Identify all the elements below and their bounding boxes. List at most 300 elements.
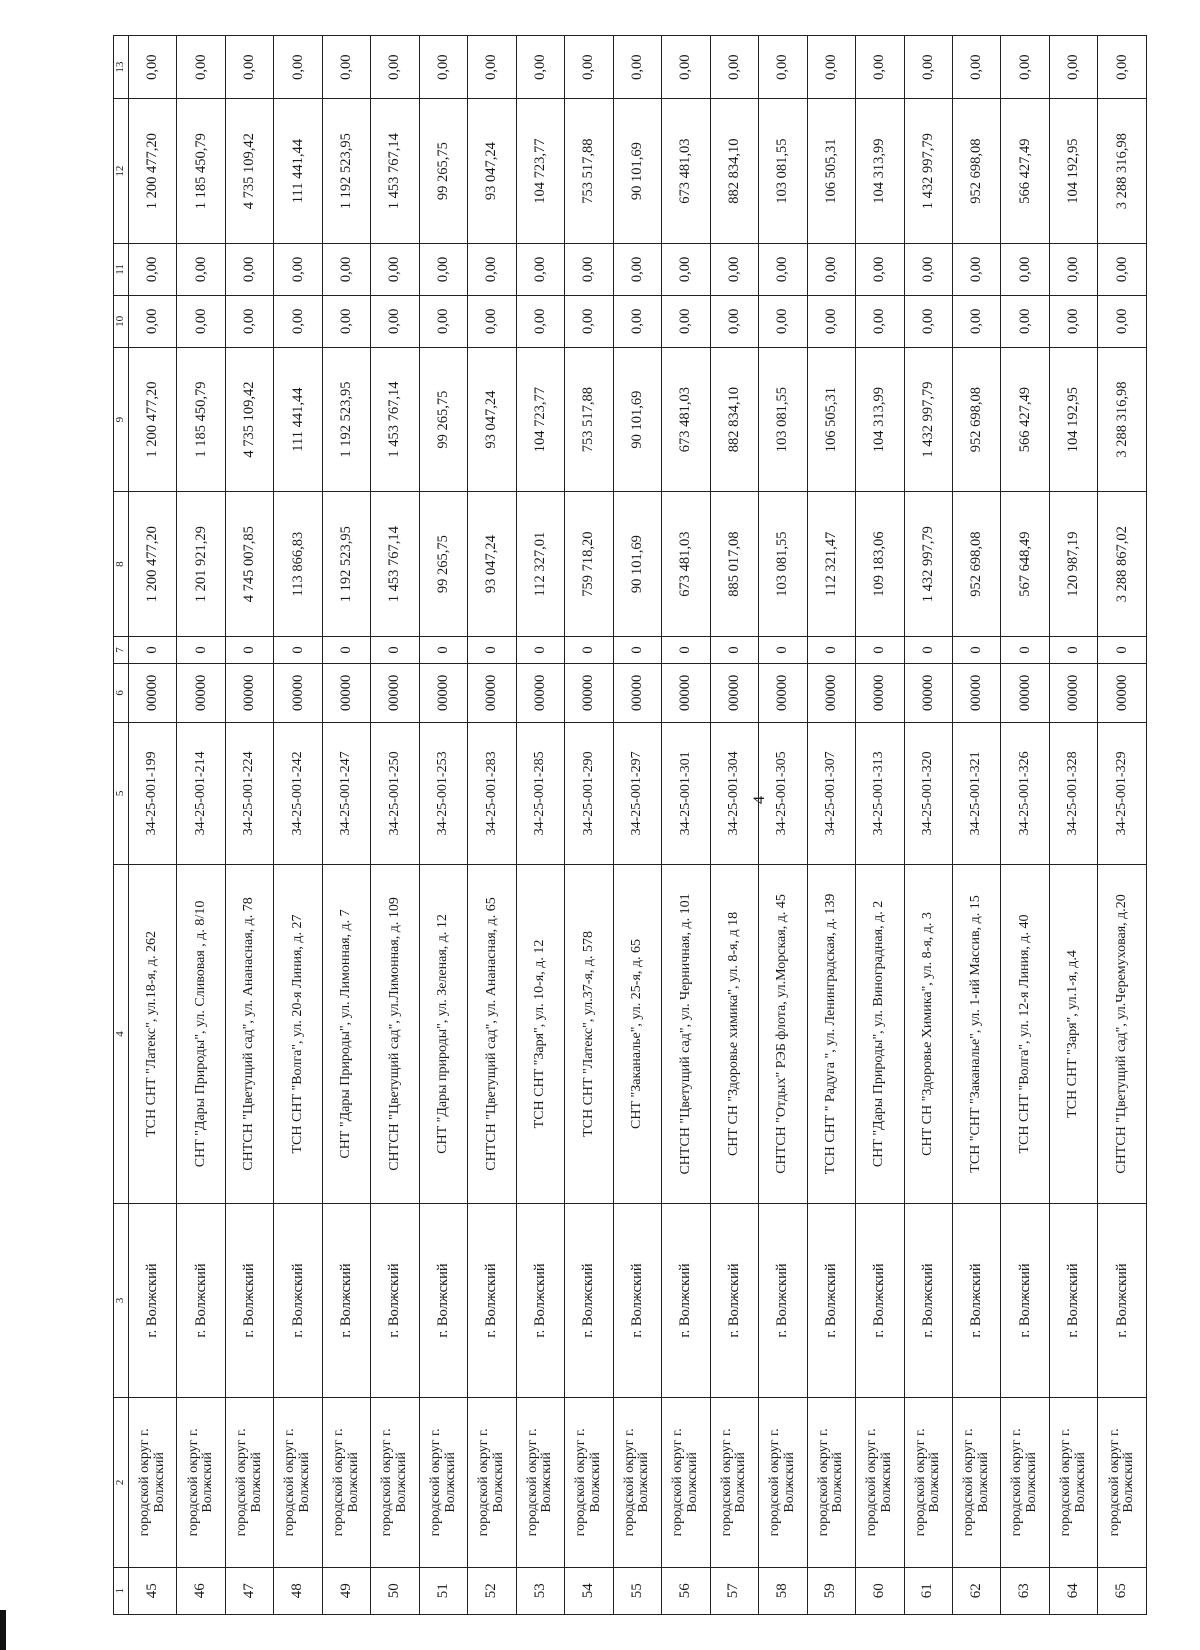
row-number: 58: [759, 1567, 807, 1614]
col10-cell: 0,00: [1049, 295, 1097, 347]
column-number-8: 8: [114, 492, 129, 637]
col8-cell: 1 432 997,79: [904, 492, 952, 637]
col12-cell: 106 505,31: [807, 99, 855, 244]
col13-cell: 0,00: [468, 36, 516, 99]
code-cell: 34-25-001-247: [322, 722, 370, 864]
locality-cell: г. Волжский: [662, 1203, 710, 1397]
locality-cell: г. Волжский: [904, 1203, 952, 1397]
col11-cell: 0,00: [468, 243, 516, 295]
col12-cell: 103 081,55: [759, 99, 807, 244]
col9-cell: 1 200 477,20: [129, 347, 177, 492]
code-cell: 34-25-001-290: [565, 722, 613, 864]
col11-cell: 0,00: [129, 243, 177, 295]
col12-cell: 104 192,95: [1049, 99, 1097, 244]
col9-cell: 104 723,77: [516, 347, 564, 492]
rotated-table-container: [113, 35, 1147, 1615]
municipality-cell: городской округ г. Волжский: [274, 1398, 322, 1567]
col10-cell: 0,00: [419, 295, 467, 347]
col7-cell: 0: [274, 636, 322, 663]
col10-cell: 0,00: [759, 295, 807, 347]
col7-cell: 0: [129, 636, 177, 663]
col9-cell: 566 427,49: [1001, 347, 1049, 492]
col13-cell: 0,00: [807, 36, 855, 99]
col7-cell: 0: [613, 636, 661, 663]
address-cell: СНТ "Дары Природы", ул. Сливовая , д. 8/10: [177, 865, 225, 1204]
municipality-cell: городской округ г. Волжский: [129, 1398, 177, 1567]
col9-cell: 4 735 109,42: [225, 347, 273, 492]
locality-cell: г. Волжский: [613, 1203, 661, 1397]
column-number-2: 2: [114, 1398, 129, 1567]
col6-cell: 00000: [613, 664, 661, 723]
municipality-cell: городской округ г. Волжский: [468, 1398, 516, 1567]
col8-cell: 1 200 477,20: [129, 492, 177, 637]
locality-cell: г. Волжский: [177, 1203, 225, 1397]
col12-cell: 104 313,99: [856, 99, 904, 244]
code-cell: 34-25-001-329: [1098, 722, 1147, 864]
col7-cell: 0: [516, 636, 564, 663]
col9-cell: 673 481,03: [662, 347, 710, 492]
col10-cell: 0,00: [1001, 295, 1049, 347]
municipality-cell: городской округ г. Волжский: [759, 1398, 807, 1567]
col7-cell: 0: [1001, 636, 1049, 663]
col7-cell: 0: [662, 636, 710, 663]
column-number-4: 4: [114, 865, 129, 1204]
code-cell: 34-25-001-224: [225, 722, 273, 864]
col6-cell: 00000: [1049, 664, 1097, 723]
col8-cell: 90 101,69: [613, 492, 661, 637]
col8-cell: 120 987,19: [1049, 492, 1097, 637]
column-number-3: 3: [114, 1203, 129, 1397]
col9-cell: 1 185 450,79: [177, 347, 225, 492]
locality-cell: г. Волжский: [565, 1203, 613, 1397]
col10-cell: 0,00: [662, 295, 710, 347]
col6-cell: 00000: [129, 664, 177, 723]
row-number: 56: [662, 1567, 710, 1614]
col8-cell: 113 866,83: [274, 492, 322, 637]
municipality-cell: городской округ г. Волжский: [807, 1398, 855, 1567]
col8-cell: 567 648,49: [1001, 492, 1049, 637]
row-number: 57: [710, 1567, 758, 1614]
table-row: [904, 36, 952, 1615]
col8-cell: 112 321,47: [807, 492, 855, 637]
col11-cell: 0,00: [322, 243, 370, 295]
table-row: [662, 36, 710, 1615]
municipality-cell: городской округ г. Волжский: [565, 1398, 613, 1567]
col12-cell: 1 432 997,79: [904, 99, 952, 244]
municipality-cell: городской округ г. Волжский: [225, 1398, 273, 1567]
row-number: 50: [371, 1567, 419, 1614]
col7-cell: 0: [904, 636, 952, 663]
col6-cell: 00000: [516, 664, 564, 723]
col10-cell: 0,00: [516, 295, 564, 347]
municipality-cell: городской округ г. Волжский: [177, 1398, 225, 1567]
table-row: [952, 36, 1000, 1615]
col10-cell: 0,00: [904, 295, 952, 347]
municipality-cell: городской округ г. Волжский: [856, 1398, 904, 1567]
code-cell: 34-25-001-320: [904, 722, 952, 864]
col10-cell: 0,00: [952, 295, 1000, 347]
municipality-cell: городской округ г. Волжский: [1001, 1398, 1049, 1567]
col11-cell: 0,00: [856, 243, 904, 295]
col8-cell: 93 047,24: [468, 492, 516, 637]
col6-cell: 00000: [1098, 664, 1147, 723]
col13-cell: 0,00: [565, 36, 613, 99]
address-cell: ТСН СНТ "Латекс", ул.37-я, д. 578: [565, 865, 613, 1204]
table-row: [468, 36, 516, 1615]
col12-cell: 93 047,24: [468, 99, 516, 244]
col9-cell: 103 081,55: [759, 347, 807, 492]
code-cell: 34-25-001-242: [274, 722, 322, 864]
table-row: [371, 36, 419, 1615]
col10-cell: 0,00: [565, 295, 613, 347]
col11-cell: 0,00: [1001, 243, 1049, 295]
col7-cell: 0: [952, 636, 1000, 663]
column-number-10: 10: [114, 295, 129, 347]
col11-cell: 0,00: [710, 243, 758, 295]
col11-cell: 0,00: [952, 243, 1000, 295]
col7-cell: 0: [371, 636, 419, 663]
row-number: 52: [468, 1567, 516, 1614]
col13-cell: 0,00: [662, 36, 710, 99]
col7-cell: 0: [177, 636, 225, 663]
code-cell: 34-25-001-250: [371, 722, 419, 864]
col6-cell: 00000: [225, 664, 273, 723]
col6-cell: 00000: [952, 664, 1000, 723]
col6-cell: 00000: [565, 664, 613, 723]
col7-cell: 0: [419, 636, 467, 663]
column-number-11: 11: [114, 243, 129, 295]
code-cell: 34-25-001-253: [419, 722, 467, 864]
address-cell: СНТ СН "Здоровье химика", ул. 8-я, д 18: [710, 865, 758, 1204]
locality-cell: г. Волжский: [274, 1203, 322, 1397]
locality-cell: г. Волжский: [1049, 1203, 1097, 1397]
col10-cell: 0,00: [613, 295, 661, 347]
col9-cell: 104 313,99: [856, 347, 904, 492]
table-row: [613, 36, 661, 1615]
address-cell: ТСН "СНТ "Заканалье", ул. 1-ий Массив, д. 15: [952, 865, 1000, 1204]
table-row: [565, 36, 613, 1615]
col12-cell: 1 192 523,95: [322, 99, 370, 244]
col8-cell: 1 201 921,29: [177, 492, 225, 637]
col13-cell: 0,00: [904, 36, 952, 99]
col7-cell: 0: [1098, 636, 1147, 663]
table-row: [516, 36, 564, 1615]
col10-cell: 0,00: [177, 295, 225, 347]
address-cell: СНТ "Дары Природы", ул. Лимонная, д. 7: [322, 865, 370, 1204]
col9-cell: 882 834,10: [710, 347, 758, 492]
col11-cell: 0,00: [807, 243, 855, 295]
row-number: 62: [952, 1567, 1000, 1614]
col8-cell: 4 745 007,85: [225, 492, 273, 637]
col13-cell: 0,00: [516, 36, 564, 99]
col12-cell: 1 453 767,14: [371, 99, 419, 244]
row-number: 54: [565, 1567, 613, 1614]
code-cell: 34-25-001-297: [613, 722, 661, 864]
col10-cell: 0,00: [322, 295, 370, 347]
col6-cell: 00000: [856, 664, 904, 723]
table-row: [1098, 36, 1147, 1615]
col13-cell: 0,00: [710, 36, 758, 99]
scan-edge-mark: [0, 1610, 6, 1650]
column-number-13: 13: [114, 36, 129, 99]
col8-cell: 759 718,20: [565, 492, 613, 637]
col11-cell: 0,00: [371, 243, 419, 295]
col7-cell: 0: [759, 636, 807, 663]
col10-cell: 0,00: [710, 295, 758, 347]
col13-cell: 0,00: [274, 36, 322, 99]
row-number: 45: [129, 1567, 177, 1614]
col10-cell: 0,00: [274, 295, 322, 347]
col8-cell: 99 265,75: [419, 492, 467, 637]
code-cell: 34-25-001-326: [1001, 722, 1049, 864]
col12-cell: 90 101,69: [613, 99, 661, 244]
col6-cell: 00000: [807, 664, 855, 723]
municipality-cell: городской округ г. Волжский: [1049, 1398, 1097, 1567]
locality-cell: г. Волжский: [856, 1203, 904, 1397]
municipality-cell: городской округ г. Волжский: [613, 1398, 661, 1567]
row-number: 46: [177, 1567, 225, 1614]
row-number: 51: [419, 1567, 467, 1614]
col12-cell: 99 265,75: [419, 99, 467, 244]
table-row: [1049, 36, 1097, 1615]
address-cell: СНТ "Заканалье", ул. 25-я, д. 65: [613, 865, 661, 1204]
address-cell: ТСН СНТ "Заря", ул.1-я, д.4: [1049, 865, 1097, 1204]
col6-cell: 00000: [274, 664, 322, 723]
col6-cell: 00000: [1001, 664, 1049, 723]
row-number: 59: [807, 1567, 855, 1614]
address-cell: ТСН СНТ "Волга", ул. 12-я Линия, д. 40: [1001, 865, 1049, 1204]
col11-cell: 0,00: [904, 243, 952, 295]
col10-cell: 0,00: [129, 295, 177, 347]
col8-cell: 109 183,06: [856, 492, 904, 637]
municipality-cell: городской округ г. Волжский: [952, 1398, 1000, 1567]
col12-cell: 566 427,49: [1001, 99, 1049, 244]
col12-cell: 673 481,03: [662, 99, 710, 244]
col8-cell: 3 288 867,02: [1098, 492, 1147, 637]
col9-cell: 93 047,24: [468, 347, 516, 492]
municipality-cell: городской округ г. Волжский: [1098, 1398, 1147, 1567]
col9-cell: 952 698,08: [952, 347, 1000, 492]
code-cell: 34-25-001-285: [516, 722, 564, 864]
col13-cell: 0,00: [613, 36, 661, 99]
address-cell: СНТСН "Цветущий сад", ул. Черничная, д. 101: [662, 865, 710, 1204]
col6-cell: 00000: [177, 664, 225, 723]
address-cell: ТСН СНТ "Волга", ул. 20-я Линия, д. 27: [274, 865, 322, 1204]
table-row: [129, 36, 177, 1615]
col7-cell: 0: [225, 636, 273, 663]
address-cell: ТСН СНТ "Заря", ул. 10-я, д. 12: [516, 865, 564, 1204]
col9-cell: 90 101,69: [613, 347, 661, 492]
col12-cell: 952 698,08: [952, 99, 1000, 244]
table-body: [129, 36, 1147, 1615]
col11-cell: 0,00: [1049, 243, 1097, 295]
col6-cell: 00000: [759, 664, 807, 723]
municipality-cell: городской округ г. Волжский: [516, 1398, 564, 1567]
col8-cell: 103 081,55: [759, 492, 807, 637]
col11-cell: 0,00: [274, 243, 322, 295]
col6-cell: 00000: [662, 664, 710, 723]
locality-cell: г. Волжский: [759, 1203, 807, 1397]
col11-cell: 0,00: [516, 243, 564, 295]
col12-cell: 1 200 477,20: [129, 99, 177, 244]
row-number: 47: [225, 1567, 273, 1614]
locality-cell: г. Волжский: [1001, 1203, 1049, 1397]
column-number-1: 1: [114, 1567, 129, 1614]
col12-cell: 1 185 450,79: [177, 99, 225, 244]
locality-cell: г. Волжский: [419, 1203, 467, 1397]
col7-cell: 0: [1049, 636, 1097, 663]
col7-cell: 0: [856, 636, 904, 663]
column-number-row: [114, 36, 129, 1615]
locality-cell: г. Волжский: [322, 1203, 370, 1397]
col8-cell: 1 453 767,14: [371, 492, 419, 637]
address-cell: СНТСН "Цветущий сад", ул. Ананасная, д. 65: [468, 865, 516, 1204]
column-number-9: 9: [114, 347, 129, 492]
col9-cell: 106 505,31: [807, 347, 855, 492]
municipality-cell: городской округ г. Волжский: [322, 1398, 370, 1567]
table-row: [856, 36, 904, 1615]
col9-cell: 104 192,95: [1049, 347, 1097, 492]
col13-cell: 0,00: [129, 36, 177, 99]
locality-cell: г. Волжский: [129, 1203, 177, 1397]
col12-cell: 4 735 109,42: [225, 99, 273, 244]
col6-cell: 00000: [371, 664, 419, 723]
address-cell: СНТСН "Отдых" РЭБ флота, ул.Морская, д. 45: [759, 865, 807, 1204]
table-row: [225, 36, 273, 1615]
col11-cell: 0,00: [177, 243, 225, 295]
row-number: 55: [613, 1567, 661, 1614]
col8-cell: 1 192 523,95: [322, 492, 370, 637]
col6-cell: 00000: [468, 664, 516, 723]
table-row: [322, 36, 370, 1615]
row-number: 60: [856, 1567, 904, 1614]
code-cell: 34-25-001-214: [177, 722, 225, 864]
address-cell: ТСН СНТ "Латекс", ул.18-я, д. 262: [129, 865, 177, 1204]
col11-cell: 0,00: [419, 243, 467, 295]
locality-cell: г. Волжский: [807, 1203, 855, 1397]
col10-cell: 0,00: [856, 295, 904, 347]
row-number: 61: [904, 1567, 952, 1614]
col13-cell: 0,00: [1049, 36, 1097, 99]
col12-cell: 104 723,77: [516, 99, 564, 244]
col11-cell: 0,00: [225, 243, 273, 295]
col7-cell: 0: [710, 636, 758, 663]
col7-cell: 0: [322, 636, 370, 663]
locality-cell: г. Волжский: [516, 1203, 564, 1397]
locality-cell: г. Волжский: [1098, 1203, 1147, 1397]
col13-cell: 0,00: [225, 36, 273, 99]
col13-cell: 0,00: [1098, 36, 1147, 99]
col10-cell: 0,00: [1098, 295, 1147, 347]
col7-cell: 0: [565, 636, 613, 663]
col10-cell: 0,00: [371, 295, 419, 347]
col10-cell: 0,00: [807, 295, 855, 347]
col6-cell: 00000: [322, 664, 370, 723]
col10-cell: 0,00: [468, 295, 516, 347]
municipality-cell: городской округ г. Волжский: [419, 1398, 467, 1567]
row-number: 49: [322, 1567, 370, 1614]
col9-cell: 111 441,44: [274, 347, 322, 492]
col8-cell: 673 481,03: [662, 492, 710, 637]
col8-cell: 952 698,08: [952, 492, 1000, 637]
row-number: 48: [274, 1567, 322, 1614]
col11-cell: 0,00: [662, 243, 710, 295]
address-cell: СНТ "Дары природы", ул. Зеленая, д. 12: [419, 865, 467, 1204]
locality-cell: г. Волжский: [371, 1203, 419, 1397]
address-cell: СНТ СН "Здоровье Химика", ул. 8-я, д. 3: [904, 865, 952, 1204]
col13-cell: 0,00: [419, 36, 467, 99]
code-cell: 34-25-001-307: [807, 722, 855, 864]
table-row: [710, 36, 758, 1615]
locality-cell: г. Волжский: [225, 1203, 273, 1397]
col13-cell: 0,00: [856, 36, 904, 99]
column-number-6: 6: [114, 664, 129, 723]
table-row: [759, 36, 807, 1615]
col8-cell: 885 017,08: [710, 492, 758, 637]
page-number: 4: [751, 796, 768, 804]
table-row: [1001, 36, 1049, 1615]
table-row: [807, 36, 855, 1615]
row-number: 65: [1098, 1567, 1147, 1614]
col11-cell: 0,00: [759, 243, 807, 295]
municipality-cell: городской округ г. Волжский: [710, 1398, 758, 1567]
col9-cell: 99 265,75: [419, 347, 467, 492]
row-number: 63: [1001, 1567, 1049, 1614]
code-cell: 34-25-001-305: [759, 722, 807, 864]
locality-cell: г. Волжский: [468, 1203, 516, 1397]
code-cell: 34-25-001-301: [662, 722, 710, 864]
col6-cell: 00000: [419, 664, 467, 723]
col7-cell: 0: [468, 636, 516, 663]
address-cell: СНТСН "Цветущий сад", ул.Лимонная, д. 109: [371, 865, 419, 1204]
locality-cell: г. Волжский: [952, 1203, 1000, 1397]
municipality-cell: городской округ г. Волжский: [371, 1398, 419, 1567]
col11-cell: 0,00: [613, 243, 661, 295]
table-row: [274, 36, 322, 1615]
column-number-7: 7: [114, 636, 129, 663]
table-row: [419, 36, 467, 1615]
column-number-5: 5: [114, 722, 129, 864]
col9-cell: 1 432 997,79: [904, 347, 952, 492]
col12-cell: 753 517,88: [565, 99, 613, 244]
col12-cell: 882 834,10: [710, 99, 758, 244]
address-cell: СНТСН "Цветущий сад", ул. Ананасная, д. 78: [225, 865, 273, 1204]
col6-cell: 00000: [904, 664, 952, 723]
code-cell: 34-25-001-313: [856, 722, 904, 864]
col13-cell: 0,00: [322, 36, 370, 99]
address-cell: СНТСН "Цветущий сад", ул.Черемуховая, д.20: [1098, 865, 1147, 1204]
col11-cell: 0,00: [565, 243, 613, 295]
code-cell: 34-25-001-304: [710, 722, 758, 864]
col8-cell: 112 327,01: [516, 492, 564, 637]
col10-cell: 0,00: [225, 295, 273, 347]
table-row: [177, 36, 225, 1615]
row-number: 53: [516, 1567, 564, 1614]
col9-cell: 1 192 523,95: [322, 347, 370, 492]
col13-cell: 0,00: [952, 36, 1000, 99]
col6-cell: 00000: [710, 664, 758, 723]
col12-cell: 3 288 316,98: [1098, 99, 1147, 244]
data-table: [113, 35, 1147, 1615]
address-cell: СНТ "Дары Природы", ул. Виноградная, д. 2: [856, 865, 904, 1204]
col13-cell: 0,00: [177, 36, 225, 99]
col13-cell: 0,00: [1001, 36, 1049, 99]
col9-cell: 3 288 316,98: [1098, 347, 1147, 492]
code-cell: 34-25-001-321: [952, 722, 1000, 864]
locality-cell: г. Волжский: [710, 1203, 758, 1397]
col13-cell: 0,00: [371, 36, 419, 99]
col12-cell: 111 441,44: [274, 99, 322, 244]
